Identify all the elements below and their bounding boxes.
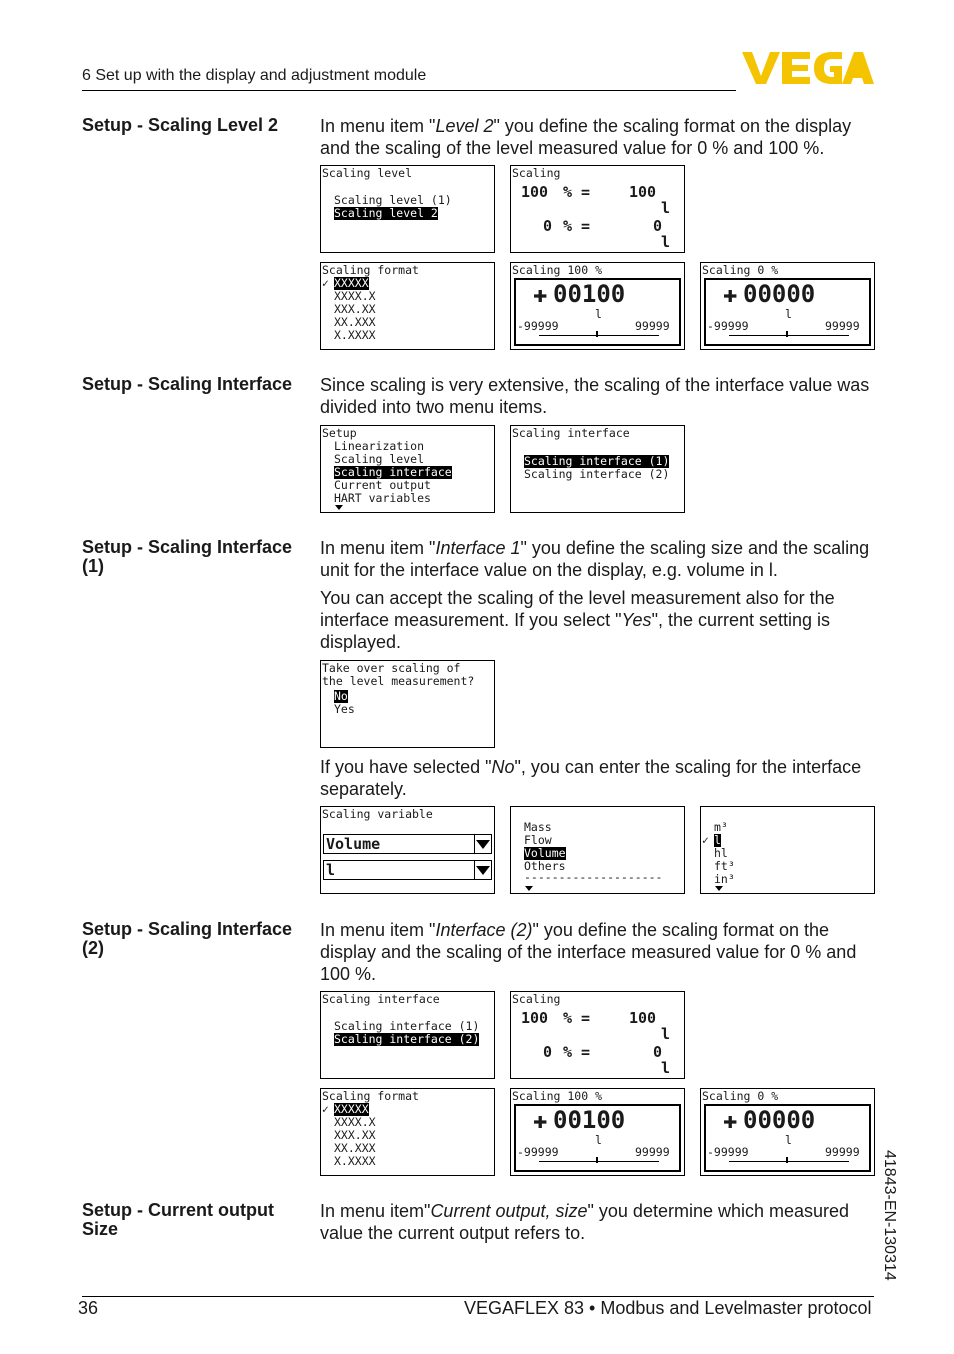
header-rule [82,90,736,91]
scroll-down-icon [335,505,343,510]
section-text: In menu item "Level 2" you define the scaling format on the display and the scaling of the level measured value for 0 % and 100 %. [320,116,852,158]
document-id: 41843-EN-130314 [881,1150,898,1281]
running-header: 6 Set up with the display and adjustment module [82,67,427,84]
footer-rule [82,1296,874,1297]
lcd-scaling-interface: Scaling interface Scaling interface (1) Scaling interface (2) [510,425,685,513]
lcd-scaling-0-b: Scaling 0 % ✚ 00000 l -99999 99999 [700,1088,875,1176]
scroll-down-icon [525,886,533,891]
lcd-scaling-level: Scaling level Scaling level (1) Scaling level 2 [320,165,495,253]
lcd-scaling-format-b: Scaling format ✓ XXXXX XXXX.X XXX.XX XX.XXX X.XXXX [320,1088,495,1176]
section-title-scaling-level-2: Setup - Scaling Level 2 [82,115,279,135]
section-text: In menu item"Current output, size" you determine which measured value the current output refers to. [320,1201,850,1243]
document-title: VEGAFLEX 83 • Modbus and Levelmaster protocol [464,1298,872,1318]
lcd-scaling-b: Scaling 100 % = 100 l 0 % = 0 l [510,991,685,1079]
dropdown-arrow-icon [476,840,490,849]
section-title-current-output-size: Setup - Current output Size [82,1200,274,1239]
section-text: If you have selected "No", you can enter the scaling for the interface separately. [320,757,862,799]
dropdown-arrow-icon [476,866,490,875]
section-title-scaling-interface-1: Setup - Scaling Interface (1) [82,537,293,576]
page-number: 36 [78,1298,99,1318]
section-title-scaling-interface: Setup - Scaling Interface [82,374,293,394]
lcd-take-over: Take over scaling of the level measurement? No Yes [320,660,495,748]
lcd-unit-list: m³ ✓ l hl ft³ in³ [700,806,875,894]
lcd-variable-list: Mass Flow Volume Others -------------------- [510,806,685,894]
section-text: You can accept the scaling of the level measurement also for the interface measurement. If you select "Yes", the current setting is displayed. [320,588,835,652]
lcd-scaling-interface-2: Scaling interface Scaling interface (1) Scaling interface (2) [320,991,495,1079]
section-text: Since scaling is very extensive, the scaling of the interface value was divided into two menu items. [320,375,870,417]
section-text: In menu item "Interface 1" you define the scaling size and the scaling unit for the interface value on the display, e.g. volume in l. [320,538,870,580]
section-text: In menu item "Interface (2)" you define the scaling format on the display and the scaling of the interface measured value for 0 % and 100 %. [320,920,857,984]
lcd-scaling-variable: Scaling variable Volume l [320,806,495,894]
scroll-down-icon [715,886,723,891]
lcd-scaling: Scaling 100 % = 100 l 0 % = 0 l [510,165,685,253]
lcd-setup-menu: Setup Linearization Scaling level Scaling interface Current output HART variables [320,425,495,513]
lcd-scaling-0: Scaling 0 % ✚ 00000 l -99999 99999 [700,262,875,350]
lcd-scaling-100: Scaling 100 % ✚ 00100 l -99999 99999 [510,262,685,350]
lcd-scaling-100-b: Scaling 100 % ✚ 00100 l -99999 99999 [510,1088,685,1176]
section-title-scaling-interface-2: Setup - Scaling Interface (2) [82,919,293,958]
vega-logo [742,48,874,88]
lcd-scaling-format: Scaling format ✓ XXXXX XXXX.X XXX.XX XX.XXX X.XXXX [320,262,495,350]
